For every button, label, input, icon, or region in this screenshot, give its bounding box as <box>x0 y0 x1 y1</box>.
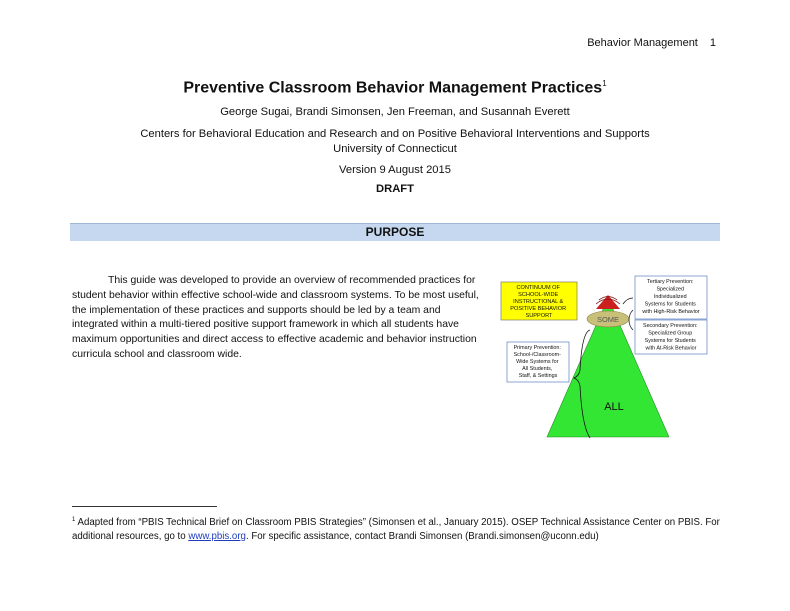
footnote <box>72 514 732 543</box>
document-title <box>0 79 790 97</box>
continuum-line: SCHOOL-WIDE <box>518 292 559 298</box>
running-header <box>587 37 716 49</box>
footnote-mark: 1 <box>72 517 76 523</box>
continuum-triangle-diagram <box>495 272 720 442</box>
footnote-text: Adapted from “PBIS Technical Brief on Classroom PBIS Strategies” (Simonsen et al., January 2015). OSEP Technical Assistance Center on PBIS. For additional resources, go to <box>72 517 720 542</box>
primary-line: Staff, & Settings <box>518 373 558 379</box>
tier-all-label: ALL <box>604 401 624 413</box>
tertiary-line: Specialized <box>656 286 685 293</box>
tertiary-line: with High-Risk Behavior <box>642 309 700 315</box>
primary-label <box>514 345 563 379</box>
continuum-line: POSITIVE BEHAVIOR <box>510 306 567 312</box>
tertiary-line: Individualized <box>653 294 687 300</box>
secondary-line: Systems for Students <box>644 338 696 344</box>
secondary-line: Secondary Prevention: <box>642 323 698 329</box>
primary-line: Wide Systems for <box>516 359 559 365</box>
continuum-line: CONTINUUM OF <box>516 285 560 291</box>
title-footnote-mark: 1 <box>602 79 607 88</box>
secondary-label <box>643 323 699 352</box>
title-text: Preventive Classroom Behavior Management Practices <box>183 79 603 97</box>
running-title: Behavior Management <box>587 37 698 49</box>
purpose-paragraph: This guide was developed to provide an overview of recommended practices for student behavior within effective school-wide and classroom systems. To be most useful, the implementation of these practices and supports should be led by a team and integrated within a multi-tiered positive support framework in which all students have maximum opportunities and direct access to effective academic and behavior instruction curricula school and classroom wide. <box>72 275 479 360</box>
authors: George Sugai, Brandi Simonsen, Jen Freeman, and Susannah Everett <box>220 106 570 118</box>
tertiary-line: Systems for Students <box>644 301 696 308</box>
purpose-heading: PURPOSE <box>70 223 720 241</box>
tertiary-tier-top <box>596 295 620 309</box>
affiliation-line-2: University of Connecticut <box>333 143 457 155</box>
secondary-line: Specialized Group <box>648 330 693 337</box>
tertiary-line: Tertiary Prevention: <box>647 279 694 285</box>
footnote-divider <box>72 506 217 507</box>
primary-line: Primary Prevention: <box>513 345 561 351</box>
version-line: Version 9 August 2015 <box>339 164 451 176</box>
primary-line: All Students, <box>522 366 553 372</box>
continuum-line: INSTRUCTIONAL & <box>513 299 564 305</box>
affiliation-line-1: Centers for Behavioral Education and Research and on Positive Behavioral Interventions and Supports <box>140 128 650 140</box>
pbis-link[interactable]: www.pbis.org <box>188 530 246 542</box>
secondary-brace <box>629 310 633 330</box>
footnote-text-after: . For specific assistance, contact Brandi Simonsen (Brandi.simonsen@uconn.edu) <box>245 530 599 542</box>
tertiary-brace <box>623 298 633 304</box>
secondary-line: with At-Risk Behavior <box>645 345 697 352</box>
draft-status: DRAFT <box>376 183 414 195</box>
primary-line: School-/Classroom- <box>513 352 561 358</box>
page-number: 1 <box>709 37 716 49</box>
tier-some-label: SOME <box>596 315 620 324</box>
continuum-line: SUPPORT <box>525 313 553 319</box>
